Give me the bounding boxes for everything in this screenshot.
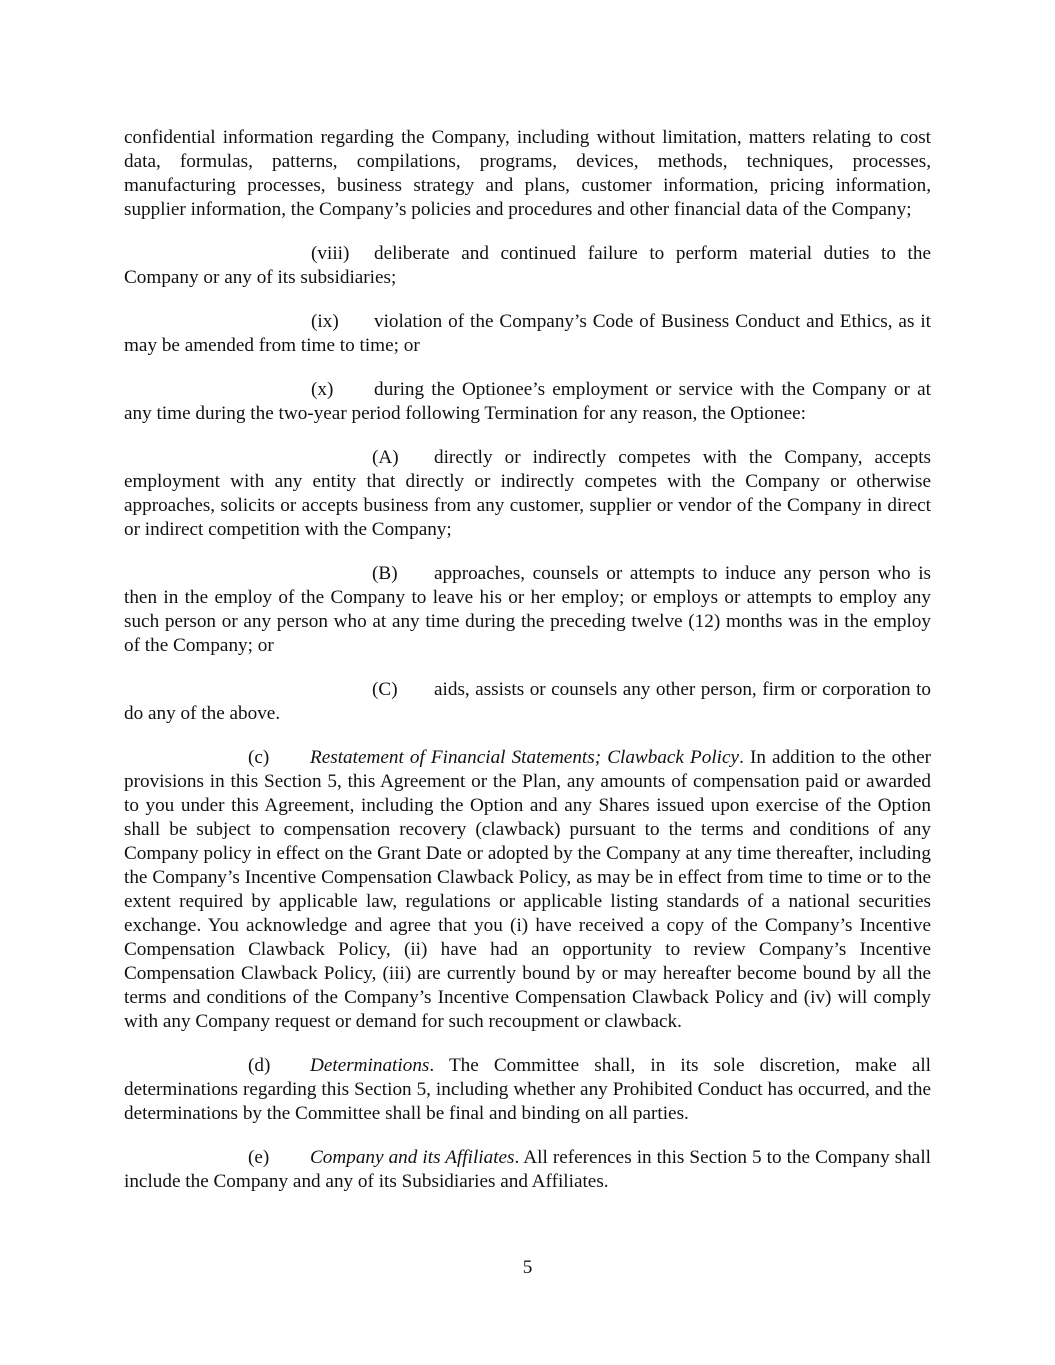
section-heading: Determinations xyxy=(310,1055,430,1076)
section-c-clawback xyxy=(124,746,931,1034)
document-body xyxy=(124,126,931,1214)
clause-viii xyxy=(124,242,931,290)
subclause-text: approaches, counsels or attempts to induce any person who is then in the employ of the Company to leave his or her employ; or employs or attempts to employ any such person or any person who at any time during the preceding twelve (12) months was in the employ of the Company; or xyxy=(124,563,931,656)
subclause-b xyxy=(124,562,931,658)
section-heading: Company and its Affiliates xyxy=(310,1147,515,1168)
subclause-number: (C) xyxy=(372,679,398,700)
subclause-text: directly or indirectly competes with the Company, accepts employment with any entity that directly or indirectly competes with the Company or otherwise approaches, solicits or accepts business from any customer, supplier or vendor of the Company in direct or indirect competition with the Company; xyxy=(124,447,931,540)
clause-text: during the Optionee’s employment or service with the Company or at any time during the two-year period following Termination for any reason, the Optionee: xyxy=(124,379,931,424)
subclause-text: aids, assists or counsels any other person, firm or corporation to do any of the above. xyxy=(124,679,931,724)
subclause-number: (B) xyxy=(372,563,398,584)
section-e-affiliates xyxy=(124,1146,931,1194)
clause-text: violation of the Company’s Code of Business Conduct and Ethics, as it may be amended from time to time; or xyxy=(124,311,931,356)
section-number: (d) xyxy=(248,1055,271,1076)
section-number: (e) xyxy=(248,1147,270,1168)
clause-text: deliberate and continued failure to perform material duties to the Company or any of its subsidiaries; xyxy=(124,243,931,288)
section-d-determinations xyxy=(124,1054,931,1126)
section-text: . All references in this Section 5 to the Company shall include the Company and any of its Subsidiaries and Affiliates. xyxy=(124,1147,931,1192)
subclause-number: (A) xyxy=(372,447,399,468)
clause-x xyxy=(124,378,931,426)
section-heading: Restatement of Financial Statements; Clawback Policy xyxy=(310,747,740,768)
intro-continuation-paragraph: confidential information regarding the Company, including without limitation, matters relating to cost data, formulas, patterns, compilations, programs, devices, methods, techniques, processes, manufacturing processes, business strategy and plans, customer information, pricing information, supplier information, the Company’s policies and procedures and other financial data of the Company; xyxy=(124,127,931,220)
section-text: . In addition to the other provisions in this Section 5, this Agreement or the Plan, any amounts of compensation paid or awarded to you under this Agreement, including the Option and any Shares issued upon exercise of the Option shall be subject to compensation recovery (clawback) pursuant to the terms and conditions of any Company policy in effect on the Grant Date or adopted by the Company at any time thereafter, including the Company’s Incentive Compensation Clawback Policy, as may be in effect from time to time or to the extent required by applicable law, regulations or applicable listing standards of a national securities exchange. You acknowledge and agree that you (i) have received a copy of the Company’s Incentive Compensation Clawback Policy, (ii) have had an opportunity to review Company’s Incentive Compensation Clawback Policy, (iii) are currently bound by or may hereafter become bound by all the terms and conditions of the Company’s Incentive Compensation Clawback Policy and (iv) will comply with any Company request or demand for such recoupment or clawback. xyxy=(124,747,931,1032)
clause-ix xyxy=(124,310,931,358)
subclause-a xyxy=(124,446,931,542)
section-number: (c) xyxy=(248,747,270,768)
clause-number: (ix) xyxy=(311,311,339,332)
subclause-c xyxy=(124,678,931,726)
page-number: 5 xyxy=(522,1257,533,1278)
section-text: . The Committee shall, in its sole discretion, make all determinations regarding this Section 5, including whether any Prohibited Conduct has occurred, and the determinations by the Committee shall be final and binding on all parties. xyxy=(124,1055,931,1124)
clause-number: (viii) xyxy=(311,243,350,264)
clause-number: (x) xyxy=(311,379,334,400)
